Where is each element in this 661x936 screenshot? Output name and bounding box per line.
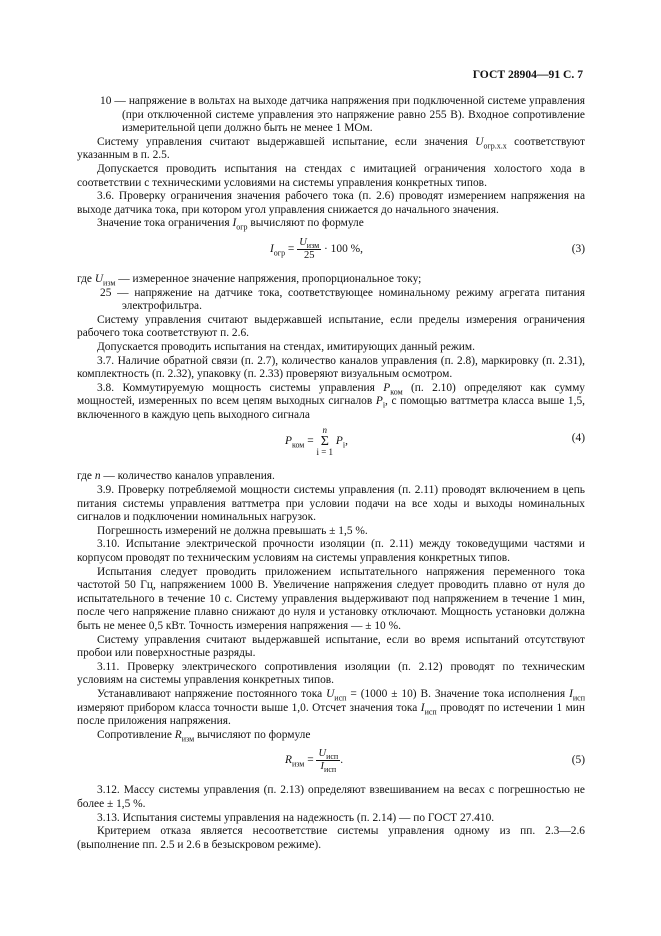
paragraph: Систему управления считают выдержавшей испытание, если во время испытаний отсутствуют пробои или поверхностные разряды.: [77, 633, 585, 660]
paragraph: Значение тока ограничения $I_{огр}$ вычисляют по формуле: [97, 217, 364, 232]
clause-3-9: 3.9. Проверку потребляемой мощности системы управления (п. 2.11) проводят включением в цепь питания системы управления ваттметра при условии подачи на все ходы и выходы номинальных сигналов и подключении номинальных нагрузок.: [77, 484, 585, 524]
formula-5: $R_{изм}$ = $\frac{U_{исп}}{I_{исп}}$ . (5): [285, 748, 585, 775]
formula-number: (5): [571, 754, 585, 767]
formula-number: (3): [571, 242, 585, 255]
paragraph: 10 — напряжение в вольтах на выходе датчика напряжения при подключенной системе управления (при отключенной системе управления это напряжение равно 255 В). Входное сопротивление измерительной цепи должно быть не менее 1 МОм.: [100, 95, 585, 135]
fraction: $\frac{U_{исп}}{I_{исп}}$: [318, 748, 339, 775]
paragraph: Сопротивление $R_{изм}$ вычисляют по формуле: [97, 728, 311, 744]
paragraph: Устанавливают напряжение постоянного тока $U_{исп} = (1000 \pm 10)$ В. Значение тока исполнения $I_{исп}$ измеряют прибором класса точности выше 1,0. Отсчет значения тока $I_{исп}$ проводят по истечении 1 мин после приложения напряжения.: [77, 687, 585, 728]
fraction: $\frac{U_{изм}}{25}$: [299, 236, 320, 261]
paragraph: Систему управления считают выдержавшей испытание, если пределы измерения ограничения рабочего тока соответствуют п. 2.6.: [77, 313, 585, 340]
where-clause: где n — количество каналов управления.: [77, 470, 275, 483]
formula-4: $P_{ком} = n$ Σ i = 1 $P_i$, (4): [285, 425, 585, 458]
clause-3-8: 3.8. Коммутируемую мощность системы управления $P_{ком}$ (п. 2.10) определяют как сумму мощностей, измеренных по всем цепям выходных сигналов $P_i$, с помощью ваттметра класса выше 1,5, включенного в каждую цепь выходного сигнала: [77, 381, 585, 421]
paragraph: Критерием отказа является несоответствие системы управления одному из пп. 2.3—2.6 (выполнение пп. 2.5 и 2.6 в безыскровом режиме).: [77, 825, 585, 851]
where-clause: где $U_{изм}$ — измеренное значение напряжения, пропорциональное току;: [77, 272, 422, 288]
paragraph: Систему управления считают выдержавшей испытание, если значения $U_{огр.х.х}$ соответствуют указанным в п. 2.5.: [77, 135, 585, 162]
clause-3-10: 3.10. Испытание электрической прочности изоляции (п. 2.11) между токоведущими частями и корпусом проводят по техническим условиям на системы управления конкретных типов.: [77, 538, 585, 565]
paragraph: Допускается проводить испытания на стендах, имитирующих данный режим.: [97, 340, 475, 353]
formula-number: (4): [571, 432, 585, 445]
clause-3-6: 3.6. Проверку ограничения значения рабочего тока (п. 2.6) проводят измерением напряжения на выходе датчика тока, при котором угол управления снижается до начального значения.: [77, 190, 585, 216]
paragraph: Погрешность измерений не должна превышать ± 1,5 %.: [97, 524, 368, 537]
where-clause: 25 — напряжение на датчике тока, соответствующее номинальному режиму агрегата питания электрофильтра.: [100, 286, 585, 313]
clause-3-12: 3.12. Массу системы управления (п. 2.13) определяют взвешиванием на весах с погрешностью не более ± 1,5 %.: [77, 784, 585, 810]
clause-3-11: 3.11. Проверку электрического сопротивления изоляции (п. 2.12) проводят по техническим условиям на системы управления конкретных типов.: [77, 660, 585, 687]
clause-3-13: 3.13. Испытания системы управления на надежность (п. 2.14) — по ГОСТ 27.410.: [97, 811, 495, 824]
paragraph: Испытания следует проводить приложением испытательного напряжения переменного тока частотой 50 Гц, напряжением 1000 В. Увеличение напряжения следует проводить плавно от нуля до испытательного в течение 10 с. Систему управления выдерживают под напряжением в течение 1 мин, после чего напряжение плавно снижают до нуля и установку отключают. Мощность установки должна быть не менее 0,5 кВт. Точность измерения напряжения — ± 10 %.: [77, 565, 585, 632]
clause-3-7: 3.7. Наличие обратной связи (п. 2.7), количество каналов управления (п. 2.8), маркировку (п. 2.31), комплектность (п. 2.32), упаковку (п. 2.33) проверяют визуальным осмотром.: [77, 354, 585, 381]
paragraph: Допускается проводить испытания на стендах с имитацией ограничения холостого хода в соответствии с техническими условиями на системы управления конкретных типов.: [77, 162, 585, 189]
summation: n Σ i = 1: [316, 425, 334, 458]
page-header: ГОСТ 28904—91 С. 7: [472, 68, 583, 81]
document-body: [77, 95, 585, 852]
formula-3: $I_{огр}$ = $\frac{U_{изм}}{25}$ · 100 %, (3): [270, 236, 585, 261]
